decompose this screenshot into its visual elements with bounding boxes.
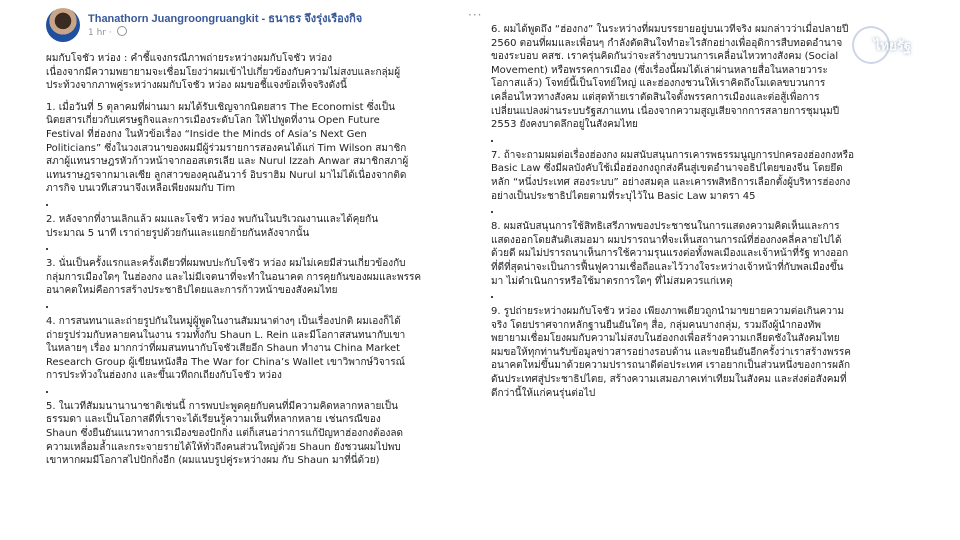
paragraph-separator xyxy=(46,248,460,254)
paragraph-separator xyxy=(46,204,460,210)
thairath-watermark xyxy=(852,26,958,64)
point-4-paragraph: 4. การสนทนาและถ่ายรูปกันในหมู่ผู้พูดในงานสัมมนาต่างๆ เป็นเรื่องปกติ ผมเองก็ได้ ถ่ายรูปร่วมกับหลายคนในงาน รวมทั้งกับ Shaun L. Rein และมีโอกาสสนทนากับเขา ในหลายๆ เรื่อง มากกว่าที่ผมสนทนากับโจชัวเสียอีก Shaun ทำงาน China Market Research Group ผู้เขียนหนังสือ The War for China’s Wallet เขาวิพากษ์วิจารณ์ การประท้วงในฮ่องกง และขึ้นเวทีถกเถียงกับโจชัว หว่อง xyxy=(46,315,406,382)
point-7-paragraph: 7. ถ้าจะถามผมต่อเรื่องฮ่องกง ผมสนับสนุนการเคารพธรรมนูญการปกครองฮ่องกงหรือ Basic Law ซึ่งมีผลบังคับใช้เมื่อฮ่องกงถูกส่งคืนสู่เขตอำนาจอธิปไตยของจีน โดยยึด หลัก “หนึ่งประเทศ สองระบบ” อย่างสมดุล และเคารพสิทธิการเลือกตั้งผู้บริหารฮ่องกง อย่างเป็นประชาธิปไตยตามที่ระบุไว้ใน Basic Law มาตรา 45 xyxy=(491,149,854,202)
point-8-paragraph: 8. ผมสนับสนุนการใช้สิทธิเสรีภาพของประชาชนในการแสดงความคิดเห็นและการ แสดงออกโดยสันติเสมอมา ผมปรารถนาที่จะเห็นสถานการณ์ที่ฮ่องกงคลี่คลายไปได้ ด้วยดี ผมไม่ปรารถนาเห็นการใช้ความรุนแรงต่อทั้งพลเมืองและเจ้าหน้าที่รัฐ ทางออก ที่ดีที่สุดน่าจะเป็นการฟื้นฟูความเชื่อถือและไว้วางใจระหว่างเจ้าหน้าที่กับพลเมืองขึ้น มา ไม่ดำเนินการหรือใช้มาตรการใดๆ ที่ไม่สมควรแก่เหตุ xyxy=(491,221,849,287)
point-6-paragraph: 6. ผมได้พูดถึง “ฮ่องกง” ในระหว่างที่ผมบรรยายอยู่บนเวทีจริง ผมกล่าวว่าเมื่อปลายปี 2560 ตอนที่ผมและเพื่อนๆ กำลังตัดสินใจทำอะไรสักอย่างเพื่ออุดิการสืบทอดอำนาจ ของระบอบ คสช. เราครุ่นคิดกันว่าจะสร้างขบวนการเคลื่อนไหวทางสังคม (Social Movement) หรือพรรคการเมือง (ซึ่งเรื่องนี้ผมได้เล่าผ่านหลายสื่อในหลายวาระ โอกาสแล้ว) โจทย์นี้เป็นโจทย์ใหญ่ และฮ่องกงชวนให้เราคิดถึงโมเดลขบวนการ เคลื่อนไหวทางสังคม แต่สุดท้ายเราตัดสินใจตั้งพรรคการเมืองและต่อสู้เพื่อการ เปลี่ยนแปลงผ่านระบบรัฐสภาแทน เนื่องจากความสูญเสียจากการสลายการชุมนุมปี 2553 ยังคงบาดลึกอยู่ในสังคมไทย xyxy=(491,24,849,131)
point-5-paragraph: 5. ในเวทีสัมมนานานาชาติเช่นนี้ การพบปะพูดคุยกับคนที่มีความคิดหลากหลายเป็น ธรรมดา และเป็นโอกาสดีที่เราจะได้เรียนรู้ความเห็นที่หลากหลาย เช่นกรณีของ Shaun ซึ่งยืนยันแนวทางการเมืองของปักกิ่ง แต่ก็เสนอว่าการแก้ปัญหาฮ่องกงต้องลด ความเหลื่อมล้ำและกระจายรายได้ให้ทั่วถึงคนส่วนใหญ่ด้วย Shaun ยังชวนผมไปพบ เขาหากผมมีโอกาสไปปักกิ่งอีก (ผมแนบรูปคู่ระหว่างผม กับ Shaun มาที่นี่ด้วย) xyxy=(46,400,404,467)
post-header xyxy=(46,8,466,44)
point-1-paragraph: 1. เมื่อวันที่ 5 ตุลาคมที่ผ่านมา ผมได้รับเชิญจากนิตยสาร The Economist ซึ่งเป็น นิตยสารเกี่ยวกับเศรษฐกิจและการเมืองระดับโลก ให้ไปพูดที่งาน Open Future Festival ที่ฮ่องกง ในหัวข้อเรื่อง “Inside the Minds of Asia’s Next Gen Politicians” ซึ่งในวงเสวนาของผมมีผู้ร่วมรายการสองคนได้แก่ Tim Wilson สมาชิก สภาผู้แทนราษฎรหัวก้าวหน้าจากออสเตรเลีย และ Nurul Izzah Anwar สมาชิกสภาผู้ แทนราษฎรจากมาเลเซีย ลูกสาวของคุณอันวาร์ อิบราฮิม Nurul มาไม่ได้เนื่องจากติด ภารกิจ บนเวทีเสวนาจึงเหลือเพียงผมกับ Tim xyxy=(46,101,409,195)
author-name[interactable]: Thanathorn Juangroongruangkit - ธนาธร จึงรุ่งเรืองกิจ xyxy=(88,13,363,25)
paragraph-separator xyxy=(491,211,911,217)
paragraph-separator xyxy=(491,296,911,302)
post-meta xyxy=(88,26,127,38)
point-9-paragraph: 9. รูปถ่ายระหว่างผมกับโจชัว หว่อง เพียงภาพเดียวถูกนำมาขยายความต่อเกินความ จริง โดยปราศจากหลักฐานยืนยันใดๆ สื่อ, กลุ่มคนบางกลุ่ม, รวมถึงผู้นำกองทัพ พยายามเชื่อมโยงผมกับความไม่สงบในฮ่องกงเพื่อสร้างความเกลียดชังในสังคมไทย ผมขอให้ทุกท่านรับข้อมูลข่าวสารอย่างรอบด้าน และขอยืนยันอีกครั้งว่าเราสร้างพรรค อนาคตใหม่ขึ้นมาด้วยความปรารถนาดีต่อประเทศ เราอยากเป็นส่วนหนึ่งของการผลัก ดันประเทศสู่ประชาธิปไตย, สร้างความเสมอภาคเท่าเทียมในสังคม และส่งต่อสังคมที่ ดีกว่านี้ให้แก่คนรุ่นต่อไป xyxy=(491,306,851,399)
point-3-paragraph: 3. นั่นเป็นครั้งแรกและครั้งเดียวที่ผมพบปะกับโจชัว หว่อง ผมไม่เคยมีส่วนเกี่ยวข้องกับ กลุ่มการเมืองใดๆ ในฮ่องกง และไม่มีเจตนาที่จะทำในอนาคต การคุยกันของผมและพรรค อนาคตใหม่คือการสร้างประชาธิปไตยและการก้าวหน้าของสังคมไทย xyxy=(46,258,422,297)
intro-paragraph: ผมกับโจชัว หว่อง : คำชี้แจงกรณีภาพถ่ายระหว่างผมกับโจชัว หว่อง เนื่องจากมีความพยายามจะเชื่อมโยงว่าผมเข้าไปเกี่ยวข้องกับความไม่สงบและกลุ่มผู้ ประท้วงจากภาพคู่ระหว่างผมกับโจชัว หว่อง ผมขอชี้แจงข้อเท็จจริงดังนี้ xyxy=(46,53,401,92)
author-avatar[interactable] xyxy=(46,8,80,42)
post-menu-button[interactable]: ··· xyxy=(468,8,483,22)
paragraph-separator xyxy=(491,140,911,146)
watermark-logo-text: ไทยรัฐ xyxy=(874,38,911,53)
paragraph-separator xyxy=(46,306,460,312)
globe-icon xyxy=(117,26,127,36)
post-text-left-column xyxy=(46,52,460,476)
paragraph-separator xyxy=(46,391,460,397)
post-time[interactable]: 1 hr · xyxy=(88,28,112,38)
point-2-paragraph: 2. หลังจากที่งานเลิกแล้ว ผมและโจชัว หว่อง พบกันในบริเวณงานและได้คุยกัน ประมาณ 5 นาที เราถ่ายรูปด้วยกันและแยกย้ายกันหลังจากนั้น xyxy=(46,213,379,239)
post-text-right-column xyxy=(491,23,911,408)
